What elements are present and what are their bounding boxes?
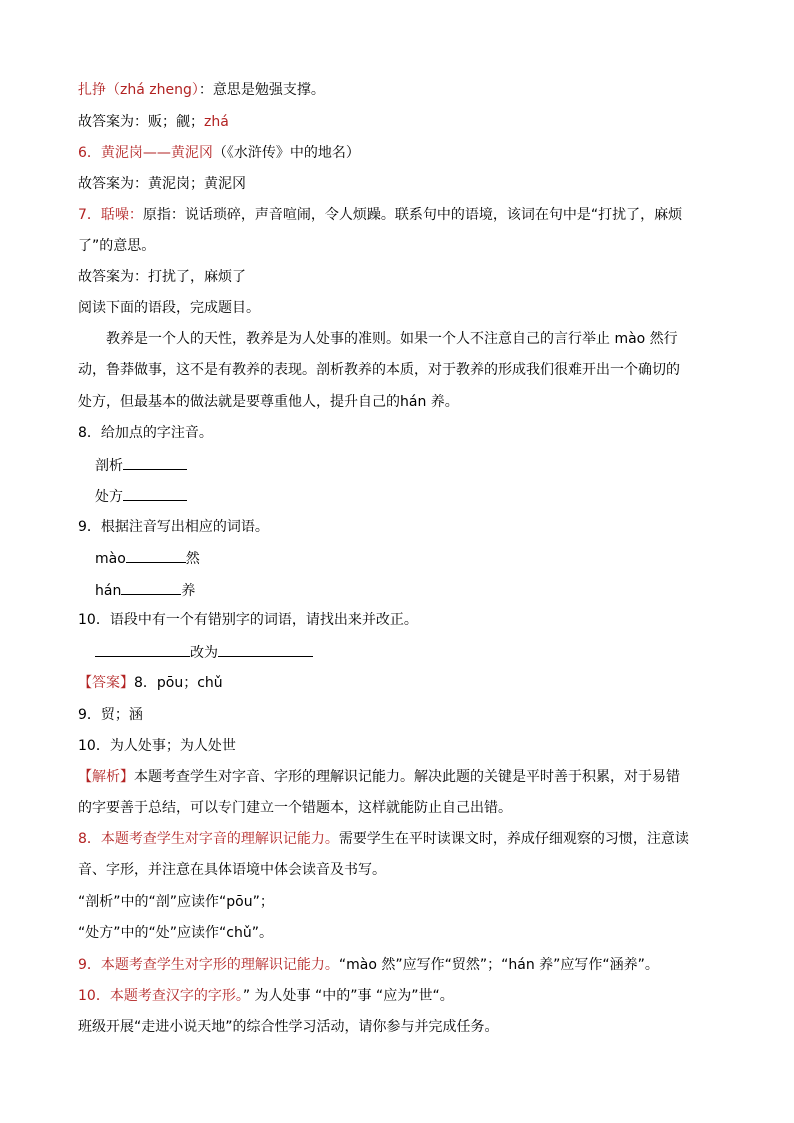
- item-chufang: 处方: [95, 489, 123, 505]
- answer-10: 10．为人处事；为人处世: [78, 738, 236, 754]
- analysis-10-label: 10．本题考查汉字的字形。: [78, 988, 243, 1004]
- analysis-9-text: “mào 然”应写作“贸然”；“hán 养”应写作“涵养”。: [338, 957, 659, 973]
- passage-line-1: 教养是一个人的天性，教养是为人处事的准则。如果一个人不注意自己的言行举止 mào 然行: [106, 331, 678, 347]
- change-to-label: 改为: [190, 645, 218, 661]
- blank-wrong-word[interactable]: [95, 642, 190, 657]
- answer-line-zhazheng: [78, 80, 325, 100]
- pinyin-mao: mào: [95, 551, 126, 567]
- question-8-item-1: [95, 455, 187, 476]
- pinyin-han: hán: [95, 583, 122, 599]
- analysis-text-cont: 的字要善于总结，可以专门建立一个错题本，这样就能防止自己出错。: [78, 800, 512, 816]
- blank-han[interactable]: [121, 580, 181, 595]
- answer-line-6: [78, 143, 360, 163]
- analysis-8-pouxi: “剖析”中的“剖”应读作“pōu”；: [78, 894, 274, 910]
- question-10-answer-row: [95, 642, 313, 663]
- analysis-8: [78, 829, 689, 849]
- next-activity-intro: 班级开展“走进小说天地”的综合性学习活动，请你参与并完成任务。: [78, 1019, 499, 1035]
- passage-line-3: 处方，但最基本的做法就是要尊重他人，提升自己的hán 养。: [78, 394, 459, 410]
- question-7-explanation: 原指：说话琐碎，声音喧闹，令人烦躁。联系句中的语境，该词在句中是“打扰了，麻烦: [142, 207, 683, 223]
- blank-mao[interactable]: [126, 548, 186, 563]
- analysis-10-text: ” 为人处事 “中的”事 “应为”世“。: [242, 988, 454, 1004]
- question-8-item-2: [95, 486, 187, 507]
- question-8: 8．给加点的字注音。: [78, 425, 213, 441]
- analysis-9: [78, 955, 659, 975]
- question-9-item-1: [95, 548, 200, 569]
- item-pouxi: 剖析: [95, 458, 123, 474]
- question-6-label: 6．黄泥岗——黄泥冈: [78, 145, 213, 161]
- answer-tag: 【答案】: [78, 675, 134, 691]
- term-zhazheng: 扎挣（zhá zheng）: [78, 82, 199, 98]
- question-7-explanation-cont: 了”的意思。: [78, 238, 156, 254]
- analysis-8-chufang: “处方”中的“处”应读作“chǔ”。: [78, 925, 273, 941]
- analysis-text: 本题考查学生对字音、字形的理解识记能力。解决此题的关键是平时善于积累，对于易错: [134, 769, 680, 785]
- question-10: 10．语段中有一个有错别字的词语，请找出来并改正。: [78, 612, 418, 628]
- analysis-8-text: 需要学生在平时读课文时，养成仔细观察的习惯，注意读: [338, 831, 689, 847]
- question-7-label: 7．聒噪：: [78, 207, 143, 223]
- char-yang: 养: [181, 583, 196, 599]
- answer-section: [78, 673, 223, 693]
- analysis-tag: 【解析】: [78, 769, 134, 785]
- answer-6: 故答案为：黄泥岗；黄泥冈: [78, 176, 246, 192]
- blank-pouxi[interactable]: [123, 455, 187, 470]
- analysis-10: [78, 986, 454, 1006]
- analysis-8-cont: 音、字形，并注意在具体语境中体会读音及书写。: [78, 862, 386, 878]
- analysis-section: [78, 767, 680, 787]
- question-9-item-2: [95, 580, 195, 601]
- analysis-9-label: 9．本题考查学生对字形的理解识记能力。: [78, 957, 339, 973]
- question-6-note: （《水浒传》中的地名）: [212, 145, 360, 161]
- question-9: 9．根据注音写出相应的词语。: [78, 519, 269, 535]
- passage-line-2: 动，鲁莽做事，这不是有教养的表现。剖析教养的本质，对于教养的形成我们很难开出一个确切的: [78, 362, 680, 378]
- reading-instruction: 阅读下面的语段，完成题目。: [78, 300, 260, 316]
- answer-5-text: 故答案为：贩；觎；: [78, 114, 204, 130]
- answer-5-pinyin: zhá: [204, 114, 229, 130]
- answer-line-5: [78, 112, 229, 132]
- char-ran: 然: [185, 551, 200, 567]
- answer-8: 8．pōu；chǔ: [134, 675, 223, 691]
- answer-9: 9．贸；涵: [78, 707, 143, 723]
- answer-7: 故答案为：打扰了，麻烦了: [78, 269, 246, 285]
- analysis-8-label: 8．本题考查学生对字音的理解识记能力。: [78, 831, 339, 847]
- answer-line-7: [78, 205, 682, 225]
- meaning-zhazheng: ：意思是勉强支撑。: [198, 82, 325, 98]
- blank-correct-word[interactable]: [218, 642, 313, 657]
- blank-chufang[interactable]: [123, 486, 187, 501]
